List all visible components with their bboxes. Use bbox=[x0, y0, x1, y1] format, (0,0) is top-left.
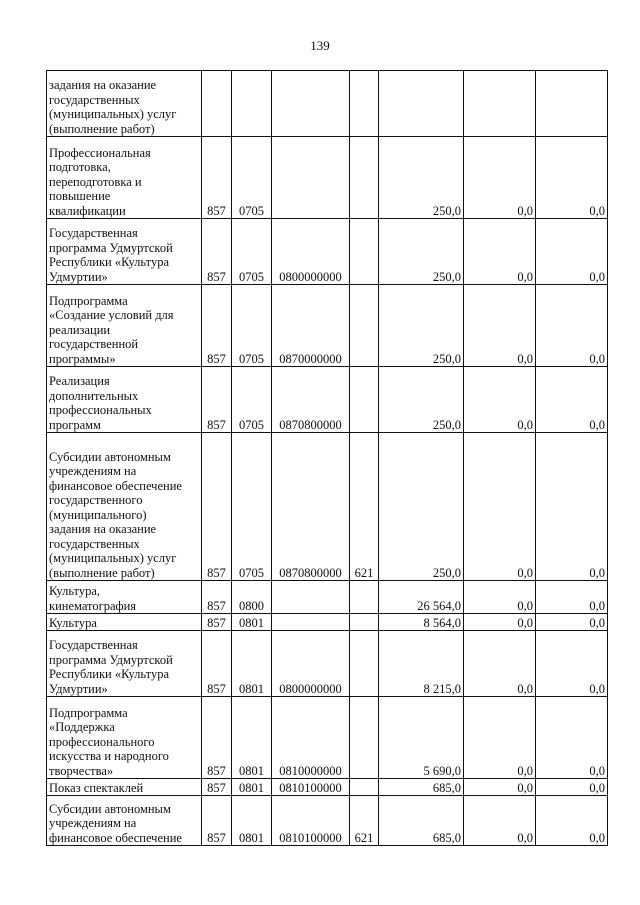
cell-rz: 0801 bbox=[232, 697, 272, 779]
cell-name: Культура, кинематография bbox=[47, 581, 202, 614]
cell-vr bbox=[350, 697, 379, 779]
cell-csr: 0800000000 bbox=[272, 219, 350, 285]
cell-csr bbox=[272, 614, 350, 631]
cell-ved: 857 bbox=[202, 697, 232, 779]
cell-rz: 0801 bbox=[232, 796, 272, 846]
cell-sum-year2: 0,0 bbox=[464, 779, 536, 796]
cell-sum-year1: 5 690,0 bbox=[379, 697, 464, 779]
cell-sum-year3: 0,0 bbox=[536, 581, 608, 614]
cell-sum-year3: 0,0 bbox=[536, 779, 608, 796]
cell-ved: 857 bbox=[202, 581, 232, 614]
cell-sum-year1: 250,0 bbox=[379, 285, 464, 367]
cell-sum-year3: 0,0 bbox=[536, 137, 608, 219]
cell-sum-year1: 8 564,0 bbox=[379, 614, 464, 631]
table-row bbox=[47, 367, 608, 433]
cell-vr bbox=[350, 614, 379, 631]
cell-csr bbox=[272, 581, 350, 614]
cell-rz: 0800 bbox=[232, 581, 272, 614]
cell-vr bbox=[350, 581, 379, 614]
table-row bbox=[47, 285, 608, 367]
cell-rz: 0705 bbox=[232, 367, 272, 433]
cell-sum-year1: 8 215,0 bbox=[379, 631, 464, 697]
budget-table bbox=[46, 70, 608, 846]
cell-sum-year1: 26 564,0 bbox=[379, 581, 464, 614]
cell-sum-year2: 0,0 bbox=[464, 581, 536, 614]
cell-sum-year3: 0,0 bbox=[536, 796, 608, 846]
cell-sum-year3: 0,0 bbox=[536, 367, 608, 433]
cell-sum-year2: 0,0 bbox=[464, 285, 536, 367]
cell-rz: 0705 bbox=[232, 433, 272, 581]
cell-ved: 857 bbox=[202, 433, 232, 581]
cell-csr: 0810000000 bbox=[272, 697, 350, 779]
cell-rz: 0705 bbox=[232, 137, 272, 219]
cell-vr: 621 bbox=[350, 796, 379, 846]
table-row bbox=[47, 219, 608, 285]
cell-ved: 857 bbox=[202, 285, 232, 367]
table-row bbox=[47, 631, 608, 697]
cell-sum-year3: 0,0 bbox=[536, 433, 608, 581]
cell-vr bbox=[350, 631, 379, 697]
cell-csr bbox=[272, 137, 350, 219]
cell-name: Профессиональная подготовка, переподготовка и повышение квалификации bbox=[47, 137, 202, 219]
table-row bbox=[47, 71, 608, 137]
cell-csr: 0870800000 bbox=[272, 433, 350, 581]
cell-sum-year2: 0,0 bbox=[464, 433, 536, 581]
cell-name: Государственная программа Удмуртской Республики «Культура Удмуртии» bbox=[47, 631, 202, 697]
cell-name: Подпрограмма «Поддержка профессионального искусства и народного творчества» bbox=[47, 697, 202, 779]
cell-rz bbox=[232, 71, 272, 137]
cell-ved: 857 bbox=[202, 219, 232, 285]
cell-ved: 857 bbox=[202, 137, 232, 219]
table-row bbox=[47, 433, 608, 581]
cell-vr bbox=[350, 779, 379, 796]
cell-ved: 857 bbox=[202, 796, 232, 846]
cell-sum-year1: 250,0 bbox=[379, 433, 464, 581]
table-row bbox=[47, 614, 608, 631]
cell-sum-year3: 0,0 bbox=[536, 219, 608, 285]
cell-csr: 0810100000 bbox=[272, 779, 350, 796]
table-row bbox=[47, 796, 608, 846]
cell-vr: 621 bbox=[350, 433, 379, 581]
cell-sum-year1 bbox=[379, 71, 464, 137]
cell-sum-year1: 250,0 bbox=[379, 137, 464, 219]
cell-csr: 0810100000 bbox=[272, 796, 350, 846]
cell-sum-year1: 250,0 bbox=[379, 367, 464, 433]
cell-sum-year2: 0,0 bbox=[464, 631, 536, 697]
cell-ved: 857 bbox=[202, 631, 232, 697]
cell-name: Реализация дополнительных профессиональных программ bbox=[47, 367, 202, 433]
cell-rz: 0801 bbox=[232, 779, 272, 796]
cell-sum-year1: 250,0 bbox=[379, 219, 464, 285]
cell-ved: 857 bbox=[202, 779, 232, 796]
cell-name: Субсидии автономным учреждениям на финансовое обеспечение государственного (муниципального) задания на оказание государственных (муниципальных) услуг (выполнение работ) bbox=[47, 433, 202, 581]
cell-sum-year2: 0,0 bbox=[464, 367, 536, 433]
page-number: 139 bbox=[310, 38, 330, 53]
cell-rz: 0705 bbox=[232, 285, 272, 367]
cell-name: Культура bbox=[47, 614, 202, 631]
cell-vr bbox=[350, 71, 379, 137]
cell-rz: 0801 bbox=[232, 614, 272, 631]
cell-rz: 0705 bbox=[232, 219, 272, 285]
cell-csr bbox=[272, 71, 350, 137]
table-row bbox=[47, 697, 608, 779]
cell-sum-year1: 685,0 bbox=[379, 796, 464, 846]
cell-sum-year2: 0,0 bbox=[464, 219, 536, 285]
cell-ved: 857 bbox=[202, 614, 232, 631]
cell-name: задания на оказание государственных (муниципальных) услуг (выполнение работ) bbox=[47, 71, 202, 137]
cell-csr: 0870000000 bbox=[272, 285, 350, 367]
cell-sum-year2: 0,0 bbox=[464, 697, 536, 779]
table-row bbox=[47, 779, 608, 796]
cell-sum-year3: 0,0 bbox=[536, 631, 608, 697]
cell-sum-year2 bbox=[464, 71, 536, 137]
cell-sum-year3 bbox=[536, 71, 608, 137]
cell-ved bbox=[202, 71, 232, 137]
cell-name: Государственная программа Удмуртской Республики «Культура Удмуртии» bbox=[47, 219, 202, 285]
cell-csr: 0870800000 bbox=[272, 367, 350, 433]
cell-sum-year3: 0,0 bbox=[536, 285, 608, 367]
table-body bbox=[47, 71, 608, 846]
cell-sum-year2: 0,0 bbox=[464, 137, 536, 219]
cell-sum-year3: 0,0 bbox=[536, 697, 608, 779]
cell-ved: 857 bbox=[202, 367, 232, 433]
cell-vr bbox=[350, 137, 379, 219]
table-row bbox=[47, 581, 608, 614]
cell-sum-year2: 0,0 bbox=[464, 796, 536, 846]
cell-sum-year2: 0,0 bbox=[464, 614, 536, 631]
cell-name: Субсидии автономным учреждениям на финансовое обеспечение bbox=[47, 796, 202, 846]
cell-rz: 0801 bbox=[232, 631, 272, 697]
cell-vr bbox=[350, 219, 379, 285]
cell-csr: 0800000000 bbox=[272, 631, 350, 697]
cell-sum-year1: 685,0 bbox=[379, 779, 464, 796]
cell-sum-year3: 0,0 bbox=[536, 614, 608, 631]
cell-name: Показ спектаклей bbox=[47, 779, 202, 796]
cell-vr bbox=[350, 367, 379, 433]
cell-name: Подпрограмма «Создание условий для реализации государственной программы» bbox=[47, 285, 202, 367]
table-row bbox=[47, 137, 608, 219]
cell-vr bbox=[350, 285, 379, 367]
